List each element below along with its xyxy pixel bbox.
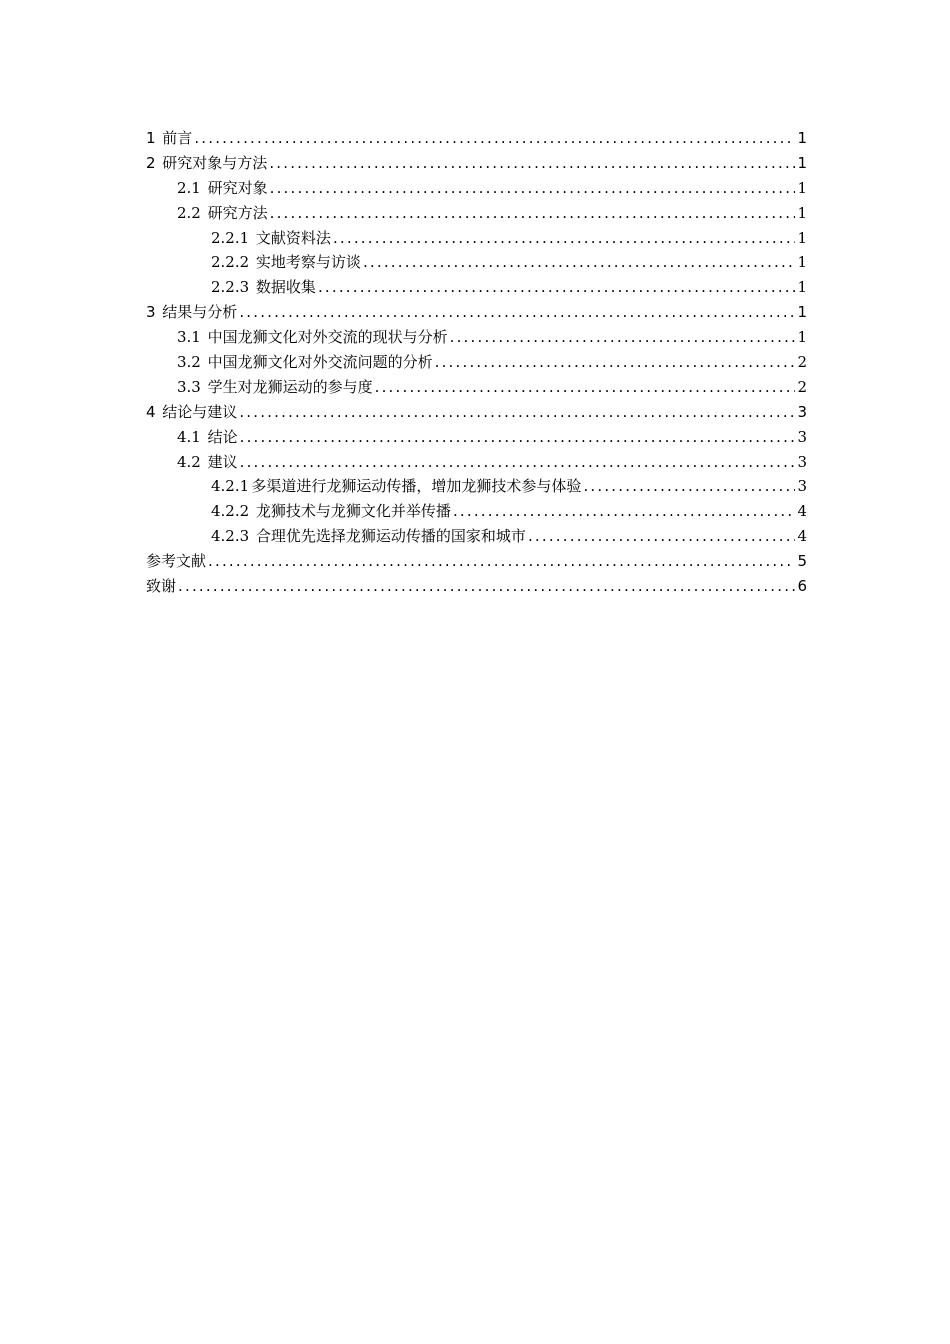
toc-entry-title bbox=[146, 300, 237, 325]
toc-entry-title bbox=[177, 176, 268, 201]
toc-entry-3-2[interactable] bbox=[146, 350, 807, 375]
toc-entry-1[interactable] bbox=[146, 126, 807, 151]
toc-page-number: 1 bbox=[797, 303, 807, 322]
toc-entry-text: 龙狮技术与龙狮文化并举传播 bbox=[255, 502, 451, 521]
toc-page-number: 2 bbox=[797, 353, 807, 372]
toc-dot-leader bbox=[194, 126, 795, 151]
toc-entry-text: 结论 bbox=[207, 427, 238, 446]
toc-dot-leader bbox=[318, 275, 795, 300]
toc-entry-4-2-2[interactable] bbox=[146, 499, 807, 524]
toc-dot-leader bbox=[583, 474, 795, 499]
toc-entry-text: 前言 bbox=[162, 129, 193, 147]
toc-dot-leader bbox=[269, 151, 795, 176]
toc-entry-title bbox=[177, 450, 238, 475]
toc-entry-title bbox=[177, 201, 268, 226]
toc-entry-text: 结果与分析 bbox=[162, 303, 238, 322]
toc-entry-4-2-3[interactable] bbox=[146, 524, 807, 549]
toc-entry-title bbox=[146, 574, 176, 599]
toc-dot-leader bbox=[270, 201, 795, 226]
toc-page-number: 3 bbox=[797, 452, 807, 471]
toc-entry-2[interactable] bbox=[146, 151, 807, 176]
toc-dot-leader bbox=[240, 425, 795, 450]
toc-entry-number: 2.2 bbox=[177, 203, 201, 222]
toc-entry-number: 4 bbox=[146, 402, 156, 421]
toc-dot-leader bbox=[178, 574, 795, 599]
toc-entry-text: 中国龙狮文化对外交流的现状与分析 bbox=[207, 328, 448, 347]
toc-entry-2-2-2[interactable] bbox=[146, 250, 807, 275]
toc-page-number: 1 bbox=[797, 228, 807, 247]
toc-entry-number: 4.2.1 bbox=[211, 477, 250, 496]
toc-entry-title bbox=[146, 151, 267, 176]
table-of-contents bbox=[146, 126, 807, 599]
toc-entry-text: 参考文献 bbox=[146, 552, 207, 571]
toc-entry-2-2[interactable] bbox=[146, 201, 807, 226]
toc-entry-title bbox=[211, 499, 451, 524]
toc-page-number: 2 bbox=[797, 377, 807, 396]
toc-entry-text: 研究方法 bbox=[207, 203, 268, 222]
toc-entry-title bbox=[211, 524, 526, 549]
toc-entry-text: 合理优先选择龙狮运动传播的国家和城市 bbox=[255, 527, 526, 546]
toc-entry-text: 建议 bbox=[207, 452, 238, 471]
toc-page-number: 4 bbox=[797, 502, 807, 521]
toc-dot-leader bbox=[363, 250, 795, 275]
toc-entry-number: 2 bbox=[146, 153, 156, 172]
toc-dot-leader bbox=[453, 499, 795, 524]
toc-page-number: 1 bbox=[797, 328, 807, 347]
toc-entry-text: 研究对象 bbox=[207, 178, 268, 197]
toc-page-number: 1 bbox=[797, 278, 807, 297]
toc-entry-number: 4.2.3 bbox=[211, 527, 250, 546]
toc-page-number: 1 bbox=[797, 153, 807, 172]
toc-entry-text: 结论与建议 bbox=[162, 402, 238, 421]
toc-entry-text: 致谢 bbox=[146, 577, 177, 596]
toc-entry-references[interactable] bbox=[146, 549, 807, 574]
toc-entry-3-3[interactable] bbox=[146, 375, 807, 400]
toc-entry-title bbox=[211, 275, 316, 300]
toc-entry-4-2[interactable] bbox=[146, 450, 807, 475]
toc-dot-leader bbox=[375, 375, 795, 400]
toc-entry-text: 学生对龙狮运动的参与度 bbox=[207, 377, 373, 396]
toc-entry-number: 2.2.3 bbox=[211, 278, 250, 297]
toc-dot-leader bbox=[239, 300, 795, 325]
toc-entry-number: 1 bbox=[146, 129, 156, 147]
toc-entry-number: 2.2.1 bbox=[211, 228, 250, 247]
toc-entry-title bbox=[211, 226, 331, 251]
toc-page-number: 3 bbox=[797, 477, 807, 496]
toc-entry-number: 4.2 bbox=[177, 452, 201, 471]
toc-page-number: 1 bbox=[797, 178, 807, 197]
toc-entry-title bbox=[211, 474, 581, 499]
toc-page-number: 5 bbox=[797, 552, 807, 571]
toc-entry-title bbox=[146, 400, 237, 425]
toc-entry-2-2-1[interactable] bbox=[146, 226, 807, 251]
toc-entry-title bbox=[146, 126, 192, 151]
toc-dot-leader bbox=[435, 350, 795, 375]
toc-dot-leader bbox=[240, 450, 795, 475]
toc-page-number: 6 bbox=[797, 577, 807, 596]
toc-entry-number: 3.3 bbox=[177, 377, 201, 396]
toc-entry-title bbox=[177, 425, 238, 450]
toc-entry-title bbox=[177, 375, 373, 400]
toc-dot-leader bbox=[208, 549, 795, 574]
toc-entry-2-2-3[interactable] bbox=[146, 275, 807, 300]
toc-entry-4[interactable] bbox=[146, 400, 807, 425]
toc-page-number: 3 bbox=[797, 402, 807, 421]
toc-dot-leader bbox=[239, 400, 795, 425]
toc-entry-number: 3.1 bbox=[177, 328, 201, 347]
toc-entry-text: 多渠道进行龙狮运动传播，增加龙狮技术参与体验 bbox=[251, 477, 582, 496]
toc-page-number: 1 bbox=[797, 129, 807, 147]
toc-entry-3[interactable] bbox=[146, 300, 807, 325]
toc-entry-2-1[interactable] bbox=[146, 176, 807, 201]
toc-entry-acknowledgements[interactable] bbox=[146, 574, 807, 599]
toc-entry-number: 2.1 bbox=[177, 178, 201, 197]
toc-entry-number: 4.1 bbox=[177, 427, 201, 446]
toc-entry-number: 3 bbox=[146, 303, 156, 322]
toc-entry-text: 文献资料法 bbox=[255, 228, 331, 247]
toc-entry-title bbox=[177, 350, 433, 375]
toc-entry-number: 2.2.2 bbox=[211, 253, 250, 272]
toc-dot-leader bbox=[333, 226, 795, 251]
toc-entry-title bbox=[211, 250, 361, 275]
toc-entry-text: 中国龙狮文化对外交流问题的分析 bbox=[207, 353, 433, 372]
toc-page-number: 1 bbox=[797, 203, 807, 222]
toc-entry-title bbox=[177, 325, 448, 350]
toc-entry-text: 实地考察与访谈 bbox=[255, 253, 361, 272]
toc-page-number: 4 bbox=[797, 527, 807, 546]
toc-entry-number: 4.2.2 bbox=[211, 502, 250, 521]
toc-page-number: 3 bbox=[797, 427, 807, 446]
toc-entry-text: 数据收集 bbox=[255, 278, 316, 297]
toc-dot-leader bbox=[270, 176, 795, 201]
toc-entry-title bbox=[146, 549, 206, 574]
toc-entry-4-1[interactable] bbox=[146, 425, 807, 450]
toc-dot-leader bbox=[528, 524, 795, 549]
toc-entry-number: 3.2 bbox=[177, 353, 201, 372]
toc-entry-3-1[interactable] bbox=[146, 325, 807, 350]
toc-entry-text: 研究对象与方法 bbox=[162, 153, 268, 172]
toc-page-number: 1 bbox=[797, 253, 807, 272]
toc-entry-4-2-1[interactable] bbox=[146, 474, 807, 499]
toc-dot-leader bbox=[450, 325, 795, 350]
